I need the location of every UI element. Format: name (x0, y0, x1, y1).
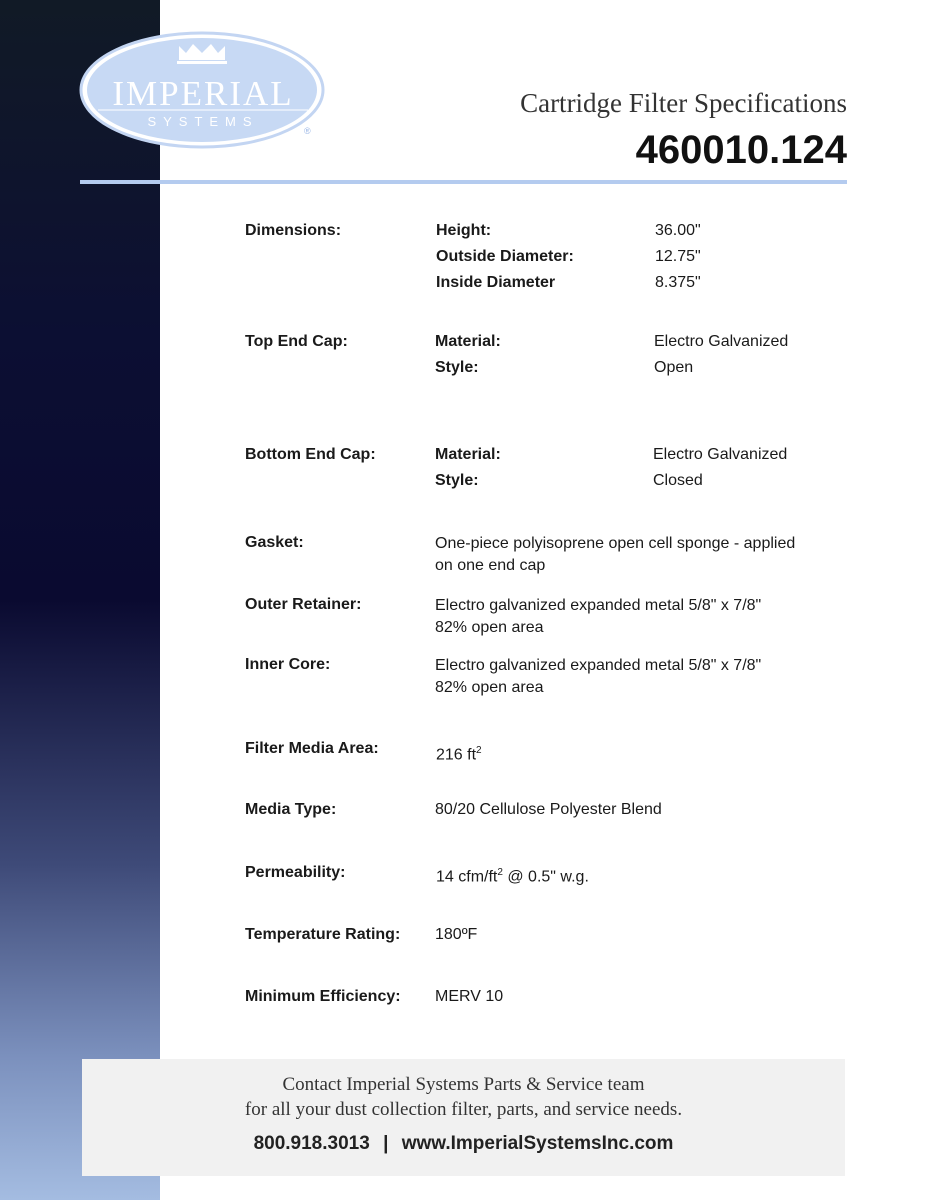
top-end-cap-label: Top End Cap: (245, 333, 348, 350)
footer-line-2: for all your dust collection filter, parts, and service needs. (244, 1099, 683, 1120)
top-style-label: Style: (435, 359, 479, 376)
registered-mark: ® (304, 126, 311, 136)
logo-wordmark: IMPERIAL (112, 74, 294, 113)
height-value: 36.00" (655, 222, 701, 239)
gasket-line-1: One-piece polyisoprene open cell sponge - applied (435, 535, 796, 552)
top-style-value: Open (654, 359, 694, 376)
outer-retainer-label: Outer Retainer: (245, 596, 362, 613)
top-material-value: Electro Galvanized (654, 333, 789, 350)
outer-retainer-line-1: Electro galvanized expanded metal 5/8" x 7/8" (435, 597, 762, 614)
outside-diameter-value: 12.75" (655, 248, 701, 265)
bottom-style-value: Closed (653, 472, 703, 489)
outer-retainer-line-2: 82% open area (435, 619, 544, 636)
inside-diameter-value: 8.375" (655, 274, 701, 291)
gasket-label: Gasket: (245, 534, 304, 551)
filter-media-area-value (436, 740, 482, 766)
bottom-material-value: Electro Galvanized (653, 446, 788, 463)
superscript-2: 2 (497, 867, 503, 878)
temperature-rating-value: 180ºF (435, 926, 478, 943)
temperature-rating-label: Temperature Rating: (245, 926, 401, 943)
outside-diameter-label: Outside Diameter: (436, 248, 574, 265)
part-number: 460010.124 (635, 128, 847, 172)
minimum-efficiency-value: MERV 10 (435, 988, 504, 1005)
phone-number[interactable]: 800.918.3013 (253, 1133, 370, 1154)
bottom-style-label: Style: (435, 472, 479, 489)
contact-footer (82, 1059, 845, 1176)
inner-core-line-2: 82% open area (435, 679, 544, 696)
logo-subtitle: SYSTEMS (147, 114, 259, 129)
inner-core-line-1: Electro galvanized expanded metal 5/8" x 7/8" (435, 657, 762, 674)
imperial-systems-logo (78, 30, 328, 152)
permeability-label: Permeability: (245, 864, 346, 881)
bottom-end-cap-label: Bottom End Cap: (245, 446, 376, 463)
inside-diameter-label: Inside Diameter (436, 274, 556, 291)
website-link[interactable]: www.ImperialSystemsInc.com (401, 1133, 674, 1154)
bottom-material-label: Material: (435, 446, 501, 463)
permeability-pressure: @ 0.5" w.g. (502, 868, 589, 886)
inner-core-label: Inner Core: (245, 656, 331, 673)
superscript-2: 2 (476, 745, 482, 756)
dimensions-label: Dimensions: (245, 222, 342, 239)
permeability-rate: 14 cfm/ft (436, 868, 498, 886)
footer-line-1: Contact Imperial Systems Parts & Service team (282, 1074, 645, 1095)
height-label: Height: (436, 222, 492, 239)
filter-media-area-number: 216 ft (436, 746, 477, 764)
header-divider (80, 180, 847, 184)
gasket-line-2: on one end cap (435, 557, 546, 574)
media-type-label: Media Type: (245, 801, 337, 818)
media-type-value: 80/20 Cellulose Polyester Blend (435, 801, 662, 818)
contact-separator: | (383, 1133, 389, 1154)
top-material-label: Material: (435, 333, 501, 350)
minimum-efficiency-label: Minimum Efficiency: (245, 988, 401, 1005)
page-title: Cartridge Filter Specifications (520, 88, 847, 118)
footer-contact-line (82, 1133, 845, 1155)
permeability-value (436, 862, 589, 888)
filter-media-area-label: Filter Media Area: (245, 740, 379, 757)
